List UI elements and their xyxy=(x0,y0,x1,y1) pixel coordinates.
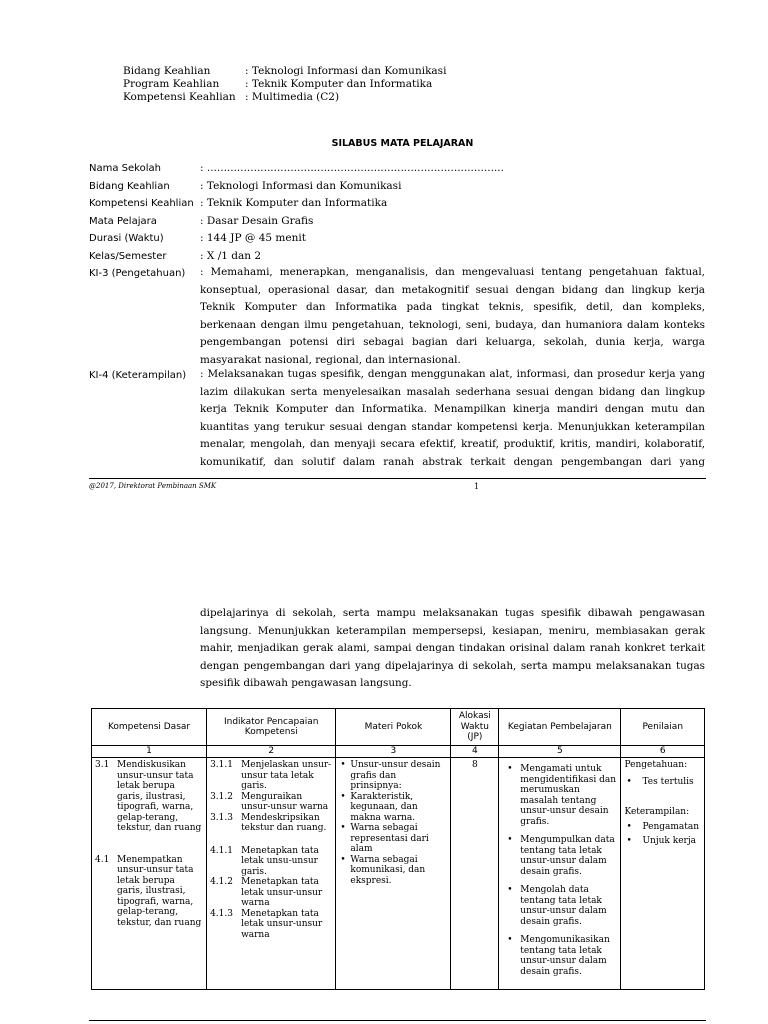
column-number: 5 xyxy=(499,746,621,758)
indicator-item xyxy=(210,760,332,792)
header-label: Bidang Keahlian xyxy=(123,65,211,77)
indicator-item xyxy=(210,909,332,941)
kd-text: Mendiskusikan unsur-unsur tata letak berupa garis, ilustrasi, tipografi, warna, gelap-terang, tekstur, dan ruang xyxy=(117,760,202,833)
ki4-line: komunikatif, dan solutif dalam ranah abstrak terkait dengan pengembangan dari yang xyxy=(200,455,705,468)
identity-value: : ......................................................................................... xyxy=(200,162,504,174)
indicator-item xyxy=(210,846,332,878)
keterampilan-list xyxy=(624,822,701,847)
kd-item xyxy=(95,855,203,929)
ki3-line: : Memahami, menerapkan, menganalisis, dan mengevaluasi tentang pengetahuan faktual, xyxy=(200,266,705,278)
column-header: Penilaian xyxy=(621,709,705,746)
ki3-label: KI-3 (Pengetahuan) xyxy=(89,268,186,279)
column-header: Indikator Pencapaian Kompetensi xyxy=(207,709,336,746)
ki3-text xyxy=(200,264,705,369)
identity-value: : X /1 dan 2 xyxy=(200,250,262,262)
ki4-continuation-line: dengan pengembangan dari yang dipelajarinya di sekolah, serta mampu melaksanakan tugas xyxy=(200,659,705,672)
kegiatan-item: • Mengomunikasikan tentang tata letak unsur-unsur dalam desain grafis. xyxy=(502,935,617,977)
indicator-text: Menetapkan tata letak unsur-unsur warna xyxy=(241,908,323,940)
keterampilan-label: Keterampilan: xyxy=(624,807,690,817)
footer-copyright: @2017, Direktorat Pembinaan SMK xyxy=(89,482,217,490)
footer-divider xyxy=(89,478,706,479)
identity-value: : Dasar Desain Grafis xyxy=(200,215,314,227)
pengetahuan-item: • Tes tertulis xyxy=(624,777,701,788)
column-header: Alokasi Waktu (JP) xyxy=(451,709,499,746)
materi-item: • Karakteristik, kegunaan, dan makna warna. xyxy=(339,792,447,824)
column-header: Kompetensi Dasar xyxy=(92,709,207,746)
indicator-text: Menetapkan tata letak unsu-unsur garis. xyxy=(241,845,319,877)
keterampilan-item: • Pengamatan xyxy=(624,822,701,833)
table-row xyxy=(92,758,705,990)
ki4-continuation-line: langsung. Menunjukkan keterampilan mempersepsi, kesiapan, meniru, membiasakan gerak xyxy=(200,624,705,637)
table-header-row xyxy=(92,709,705,746)
indicator-text: Menjelaskan unsur-unsur tata letak garis. xyxy=(241,760,332,791)
ki4-label: KI-4 (Keterampilan) xyxy=(89,370,187,381)
materi-list xyxy=(339,760,447,886)
indicator-number: 4.1.3 xyxy=(210,908,233,919)
kegiatan-cell xyxy=(499,758,621,990)
indicator-number: 4.1.2 xyxy=(210,877,233,887)
ki4-continuation-line: mahir, menjadikan gerak alami, sampai dengan tindakan orisinal dalam ranah konkret terkait xyxy=(200,642,705,654)
indicator-text: Menetapkan tata letak unsur-unsur warna xyxy=(241,877,323,908)
kd-item xyxy=(95,760,203,834)
pengetahuan-label: Pengetahuan: xyxy=(624,760,688,770)
indicator-item xyxy=(210,877,332,909)
column-number: 3 xyxy=(336,746,451,758)
materi-item: • Warna sebagai representasi dari alam xyxy=(339,823,447,855)
column-number: 4 xyxy=(451,746,499,758)
ki3-line: masyarakat nasional, regional, dan internasional. xyxy=(200,353,461,366)
identity-label: Durasi (Waktu) xyxy=(89,233,164,244)
identity-label: Kompetensi Keahlian xyxy=(89,198,194,209)
header-value: : Teknologi Informasi dan Komunikasi xyxy=(245,65,447,77)
ki4-line: menalar, mengolah, dan menyaji secara efektif, kreatif, produktif, kritis, mandiri, kolaboratif, xyxy=(200,438,705,450)
pengetahuan-list xyxy=(624,777,701,788)
kegiatan-item: • Mengamati untuk mengidentifikasi dan merumuskan masalah tentang unsur-unsur desain grafis. xyxy=(502,764,617,827)
materi-item: • Warna sebagai komunikasi, dan ekspresi. xyxy=(339,855,447,887)
kd-number: 3.1 xyxy=(95,760,110,770)
identity-value: : Teknik Komputer dan Informatika xyxy=(200,197,388,209)
kd-number: 4.1 xyxy=(95,854,110,865)
column-number: 1 xyxy=(92,746,207,758)
kegiatan-item: • Mengumpulkan data tentang tata letak unsur-unsur dalam desain grafis. xyxy=(502,835,617,877)
column-header: Kegiatan Pembelajaran xyxy=(499,709,621,746)
ki4-line: lazim dilakukan serta menyelesaikan masalah sederhana sesuai dengan bidang dan lingkup xyxy=(200,385,705,398)
indicator-item xyxy=(210,792,332,813)
indicator-text: Menguraikan unsur-unsur warna xyxy=(241,791,329,812)
column-header: Materi Pokok xyxy=(336,709,451,746)
page-title: SILABUS MATA PELAJARAN xyxy=(331,138,474,149)
materi-item: • Unsur-unsur desain grafis dan prinsipnya: xyxy=(339,760,447,792)
header-label: Program Keahlian xyxy=(123,78,220,90)
header-label: Kompetensi Keahlian xyxy=(123,91,236,103)
materi-pokok-cell xyxy=(336,758,451,990)
ki4-continuation-line: spesifik dibawah pengawasan langsung. xyxy=(200,677,412,689)
alokasi-value: 8 xyxy=(471,760,478,770)
ki4-line: kuantitas yang terukur sesuai dengan standar kompetensi kerja. Menunjukkan keterampilan xyxy=(200,420,705,433)
bottom-divider xyxy=(89,1020,706,1021)
kompetensi-dasar-cell xyxy=(92,758,207,990)
indikator-cell xyxy=(207,758,336,990)
keterampilan-item: • Unjuk kerja xyxy=(624,836,701,847)
ki4-text xyxy=(200,366,705,471)
identity-value: : 144 JP @ 45 menit xyxy=(200,232,306,244)
kegiatan-list xyxy=(502,764,617,977)
identity-label: Nama Sekolah xyxy=(89,163,161,174)
ki4-line: : Melaksanakan tugas spesifik, dengan menggunakan alat, informasi, dan prosedur kerja yang xyxy=(200,368,705,380)
identity-label: Mata Pelajara xyxy=(89,216,157,227)
kegiatan-item: • Mengolah data tentang tata letak unsur-unsur dalam desain grafis. xyxy=(502,885,617,927)
indicator-number: 3.1.3 xyxy=(210,812,233,823)
alokasi-waktu-cell xyxy=(451,758,499,990)
header-block xyxy=(0,65,768,105)
ki3-line: berkenaan dengan ilmu pengetahuan, teknologi, seni, budaya, dan humaniora dalam konteks xyxy=(200,318,705,331)
identity-label: Kelas/Semester xyxy=(89,251,167,262)
indicator-item xyxy=(210,813,332,834)
indicator-number: 3.1.1 xyxy=(210,760,233,770)
indicator-text: Mendeskripsikan tekstur dan ruang. xyxy=(241,812,327,833)
syllabus-table xyxy=(91,708,705,990)
indicator-number: 3.1.2 xyxy=(210,791,233,802)
ki3-line: konseptual, operasional dasar, dan metakognitif sesuai dengan bidang dan lingkup kerja xyxy=(200,283,705,296)
footer-page-number: 1 xyxy=(474,482,480,491)
header-value: : Teknik Komputer dan Informatika xyxy=(245,78,433,90)
ki3-line: pengembangan potensi diri sebagai bagian dari keluarga, sekolah, dunia kerja, warga xyxy=(200,336,705,348)
ki4-continuation xyxy=(200,605,705,693)
kd-text: Menempatkan unsur-unsur tata letak berupa garis, ilustrasi, tipografi, warna, gelap-terang, tekstur, dan ruang xyxy=(117,854,202,928)
ki4-continuation-line: dipelajarinya di sekolah, serta mampu melaksanakan tugas spesifik dibawah pengawasan xyxy=(200,607,705,619)
column-number-row xyxy=(92,746,705,758)
penilaian-cell xyxy=(621,758,705,990)
column-number: 6 xyxy=(621,746,705,758)
indicator-number: 4.1.1 xyxy=(210,845,233,856)
header-value: : Multimedia (C2) xyxy=(245,91,340,103)
ki3-line: Teknik Komputer dan Informatika pada tingkat teknis, spesifik, detil, dan kompleks, xyxy=(200,301,705,313)
identity-label: Bidang Keahlian xyxy=(89,181,170,192)
identity-value: : Teknologi Informasi dan Komunikasi xyxy=(200,180,402,192)
ki4-line: kerja Teknik Komputer dan Informatika. Menampilkan kinerja mandiri dengan mutu dan xyxy=(200,403,705,415)
column-number: 2 xyxy=(207,746,336,758)
